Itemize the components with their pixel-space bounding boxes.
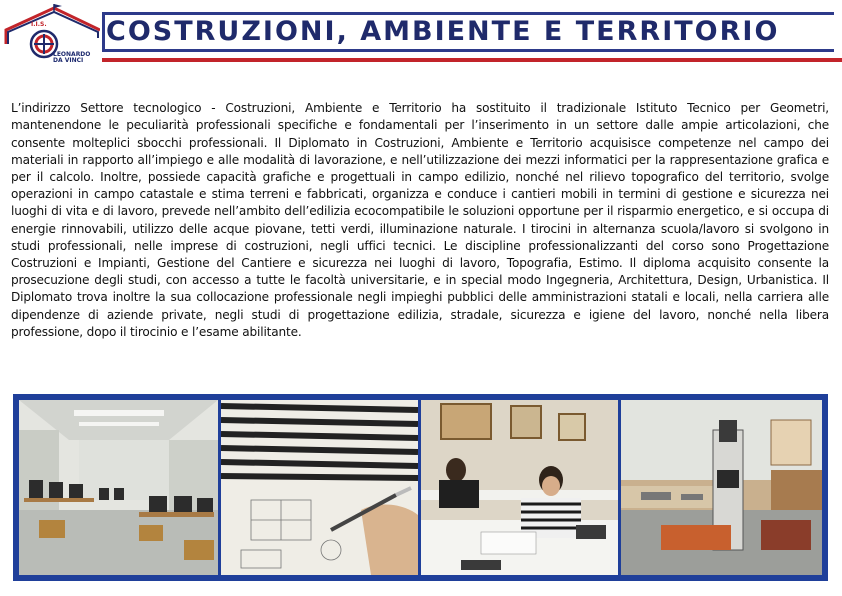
page-title: COSTRUZIONI, AMBIENTE E TERRITORIO (106, 16, 780, 47)
photo-strip (13, 394, 828, 581)
description-paragraph: L’indirizzo Settore tecnologico - Costruzioni, Ambiente e Territorio ha sostituito il tradizionale Istituto Tecnico per Geometri, mantenendone le peculiarità professionali specifiche e fondamentali per l’inserimento in un settore dalle ampie articolazioni, che consente molteplici sbocchi professionali. Il Diplomato in Costruzioni, Ambiente e Territorio acquisisce competenze nel campo dei materiali in rapporto all’impiego e alle modalità di lavorazione, e nell’utilizzazione dei mezzi informatici per la rappresentazione grafica e per il calcolo. Inoltre, possiede capacità grafiche e progettuali in campo edilizio, nonché nel rilievo topografico del territorio, svolge operazioni in campo catastale e stima terreni e fabbricati, organizza e conduce i cantieri mobili in termini di gestione e sicurezza nei luoghi di vita e di lavoro, prevede nell’ambito dell’edilizia ecocompatibile le soluzioni opportune per il risparmio energetico, e si occupa di energie rinnovabili, utilizzo delle acque piovane, tetti verdi, illuminazione naturale. I tirocini in alternanza scuola/lavoro si svolgono in studi professionali, nelle imprese di costruzioni, negli uffici tecnici. Le discipline professionalizzanti del corso sono Progettazione Costruzioni e Impianti, Gestione del Cantiere e sicurezza nei luoghi di lavoro, Topografia, Estimo. Il diploma acquisito consente la prosecuzione degli studi, con accesso a tutte le facoltà universitarie, e in special modo Ingegneria, Architettura, Design, Urbanistica. Il Diplomato trova inoltre la sua collocazione professionale negli impieghi pubblici delle amministrazioni statali e locali, nella carriera alle dipendenze di aziende private, negli studi di progettazione edilizia, stradale, sicurezza e igiene del lavoro, nonché nella libera professione, dopo il tirocinio e l’esame abilitante. (11, 101, 829, 339)
logo-text (31, 21, 91, 64)
computer-lab-photo (19, 400, 218, 575)
technical-drawing-photo (221, 400, 418, 575)
title-underline (102, 58, 842, 62)
logo-line-2: LEONARDO (53, 51, 91, 58)
logo-line-1: I.I.S. (31, 21, 47, 28)
materials-lab-photo (621, 400, 822, 575)
page-header (0, 0, 842, 72)
logo-line-3: DA VINCI (53, 57, 84, 64)
students-drawing-photo (421, 400, 618, 575)
